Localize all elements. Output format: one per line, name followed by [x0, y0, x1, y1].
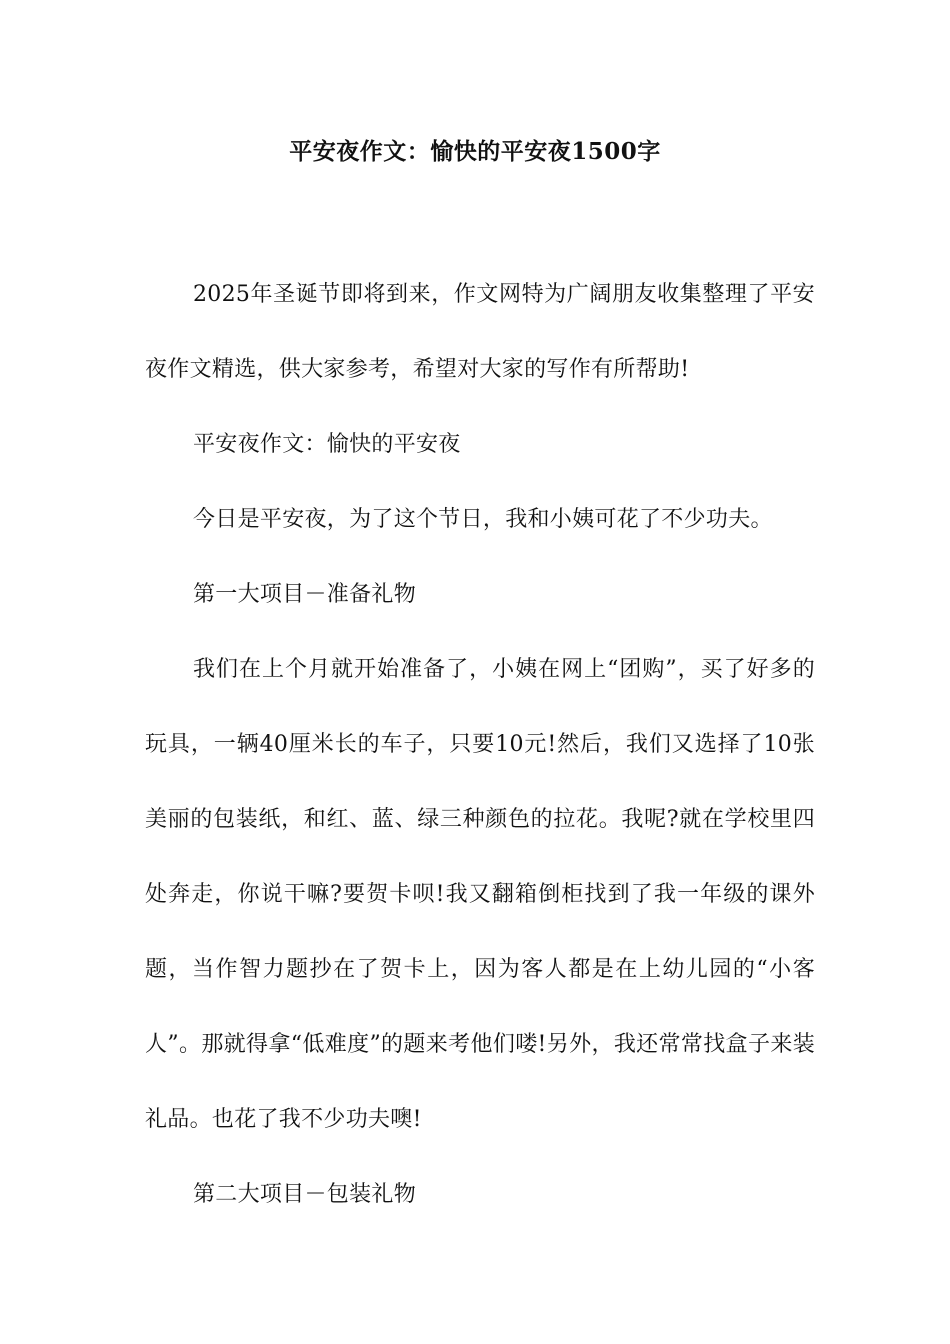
paragraph-opening: 今日是平安夜，为了这个节日，我和小姨可花了不少功夫。 [193, 507, 773, 532]
paragraph-preparation: 我们在上个月就开始准备了，小姨在网上“团购”，买了好多的玩具，一辆40厘米长的车子，只要10元!然后，我们又选择了10张美丽的包装纸，和红、蓝、绿三种颜色的拉花。我呢?就在学校里四处奔走，你说干嘛?要贺卡呗!我又翻箱倒柜找到了我一年级的课外题，当作智力题抄在了贺卡上，因为客人都是在上幼儿园的“小客人”。那就得拿“低难度”的题来考他们喽!另外，我还常常找盒子来装礼品。也花了我不少功夫噢! [145, 657, 815, 1132]
paragraph-subtitle: 平安夜作文：愉快的平安夜 [193, 432, 461, 457]
document-title: 平安夜作文：愉快的平安夜1500字 [289, 138, 661, 165]
section-heading-1: 第一大项目－准备礼物 [193, 582, 417, 607]
paragraph-intro: 2025年圣诞节即将到来，作文网特为广阔朋友收集整理了平安夜作文精选，供大家参考，希望对大家的写作有所帮助! [145, 282, 815, 382]
section-heading-2: 第二大项目－包装礼物 [193, 1182, 417, 1207]
document-body [145, 257, 815, 1232]
